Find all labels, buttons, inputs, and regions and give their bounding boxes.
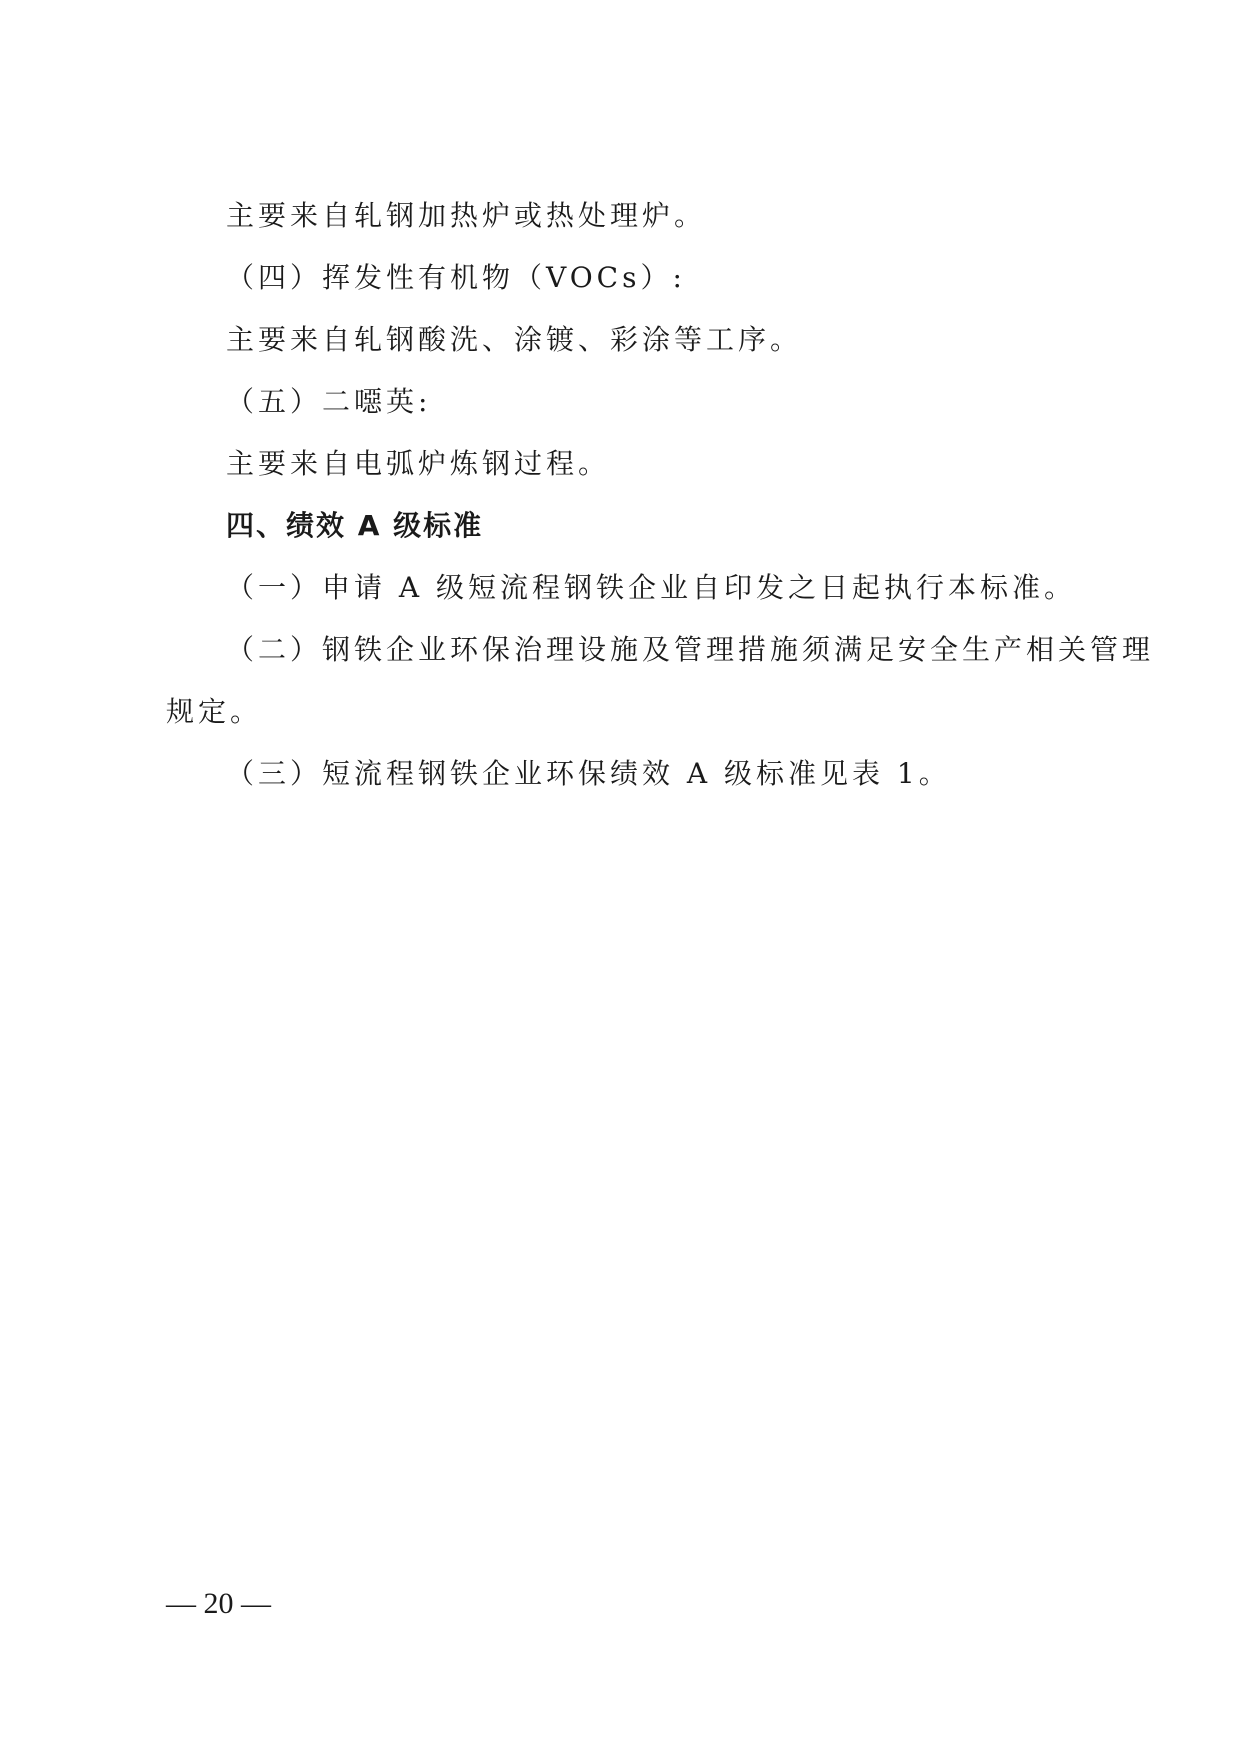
subsection-heading-dioxin: （五）二噁英: [226, 385, 432, 418]
body-paragraph-continuation: 规定。 [166, 695, 263, 728]
section-heading: 四、绩效 A 级标准 [226, 509, 484, 542]
body-paragraph-line: 主要来自轧钢酸洗、涂镀、彩涂等工序。 [226, 323, 803, 356]
body-paragraph-line: （三）短流程钢铁企业环保绩效 A 级标准见表 1。 [226, 757, 951, 790]
body-paragraph-line: （二）钢铁企业环保治理设施及管理措施须满足安全生产相关管理 [226, 633, 1155, 666]
body-paragraph-line: 主要来自轧钢加热炉或热处理炉。 [226, 199, 707, 232]
subsection-heading-vocs: （四）挥发性有机物（VOCs）: [226, 261, 686, 294]
body-paragraph-line: （一）申请 A 级短流程钢铁企业自印发之日起执行本标准。 [226, 571, 1077, 604]
page-number: — 20 — [166, 1587, 271, 1620]
body-paragraph-line: 主要来自电弧炉炼钢过程。 [226, 447, 611, 480]
